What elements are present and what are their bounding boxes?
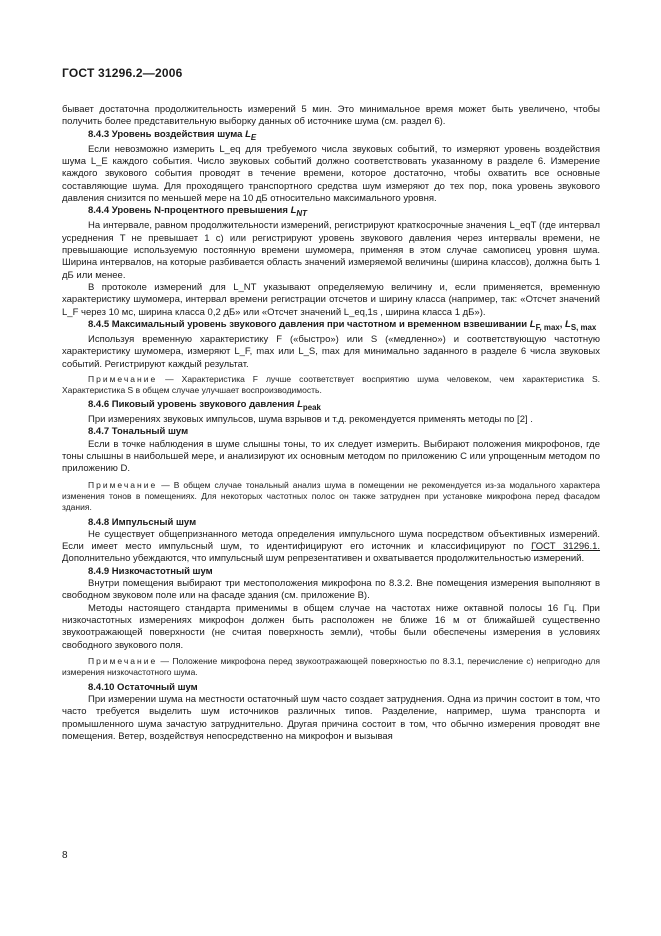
subscript: NT: [296, 209, 307, 219]
paragraph: При измерениях звуковых импульсов, шума взрывов и т.д. рекомендуется применять методы по [2] .: [88, 414, 533, 426]
note: [62, 656, 600, 678]
heading-text: 8.4.3 Уровень воздействия шума: [88, 128, 246, 140]
note: [62, 480, 600, 513]
subscript: F, max: [535, 322, 560, 332]
document-body: [62, 104, 600, 743]
heading-text: 8.4.4 Уровень N-процентного превышения: [88, 205, 291, 217]
subscript: peak: [302, 402, 321, 412]
paragraph: бывает достаточна продолжительность измерений 5 мин. Это минимальное время может быть увеличено, чтобы получить более представительную выборку данных об источнике шума (см. раздел 6).: [62, 104, 600, 128]
paragraph: Если в точке наблюдения в шуме слышны тоны, то их следует измерить. Выбирают положения микрофонов, где тоны слышны в наибольшей мере, и анализируют их основным методом по приложению С или упрощенным методом по приложению D.: [62, 438, 600, 475]
section-heading-8-4-5: [62, 319, 600, 334]
paragraph: Если невозможно измерить L_eq для требуемого числа звуковых событий, то измеряют уровень воздействия шума L_E каждого события. Число звуковых событий должно соответствовать указанному в разделе 6. Измерение каждого звукового события проводят в течение времени, которое достаточно, чтобы охватить все основные составляющие шума. Для проходящего транспортного средства шум измеряют до тех пор, пока уровень звукового давления снизится по меньшей мере на 10 дБ относительно максимального уровня.: [62, 143, 600, 204]
note-label: Примечание: [88, 655, 158, 666]
paragraph: Методы настоящего стандарта применимы в общем случае на частотах ниже октавной полосы 16 Гц. При низкочастотных измерениях микрофон должен быть расположен не ближе 16 м от ближайшей существенно звукоотражающей поверхности (не считая поверхность земли), чтобы были обеспечены измерения в условиях свободного звукового поля.: [62, 602, 600, 651]
section-heading-8-4-10: 8.4.10 Остаточный шум: [88, 681, 198, 693]
note-label: Примечание: [88, 479, 158, 490]
symbol: L: [290, 205, 297, 217]
section-heading-8-4-6: [62, 399, 600, 414]
note-label: Примечание: [88, 373, 158, 384]
paragraph: Используя временную характеристику F («быстро») или S («медленно») и соответствующую частотную характеристику шумомера, измеряют L_F, max или L_S, max для минимально заданного в разделе 6 числа звуковых событий. Регистрируют каждый результат.: [62, 334, 600, 370]
document-header: ГОСТ 31296.2—2006: [62, 66, 183, 80]
paragraph-text: Не существует общепризнанного метода определения импульсного шума посредством объективных измерений. Если имеет место импульсный шум, то идентифицируют его источник и классифицируют по: [62, 528, 600, 553]
subscript: S, max: [570, 322, 597, 332]
symbol: L: [245, 128, 251, 140]
section-heading-8-4-7: 8.4.7 Тональный шум: [88, 426, 189, 438]
separator: ,: [559, 318, 566, 330]
page-number: 8: [62, 850, 68, 861]
paragraph: При измерении шума на местности остаточный шум часто создает затруднения. Одна из причин состоит в том, что часто требуется выделить шум источников различных типов. Разделение, например, шума транспорта и промышленного шума зачастую затруднительно. Другая причина состоит в том, что обычно измерения проводят вне помещения. Ветер, воздействуя непосредственно на микрофон и вызывая: [62, 694, 600, 743]
heading-text: 8.4.6 Пиковый уровень звукового давления: [88, 398, 298, 410]
paragraph: В протоколе измерений для L_NT указывают определяемую величину и, если применяется, временную характеристику шумомера, интервал времени регистрации отсчетов и ширину класса (например, так: «Отсчет значений L_F через 10 мс, ширина класса 0,2 дБ» или «Отсчет значений L_eq,1s , ширина класса 1 дБ»).: [62, 281, 600, 318]
section-heading-8-4-4: [62, 205, 600, 220]
section-heading-8-4-3: [62, 129, 600, 144]
section-heading-8-4-9: 8.4.9 Низкочастотный шум: [88, 565, 213, 577]
note-text: — В общем случае тональный анализ шума в помещении не рекомендуется из-за модального характера изменения тонов в помещениях. Для некоторых частотных полос он также затруднен при установке микрофона перед фасадом здания.: [62, 479, 600, 512]
subscript: E: [250, 132, 257, 142]
paragraph-text: Дополнительно убеждаются, что импульсный шум репрезентативен и охватывается продолжительностью измерений.: [62, 553, 585, 565]
note-text: — Характеристика F лучше соответствует восприятию шума человеком, чем характеристика S. Характеристика S в общем случае улучшает воспроизводимость.: [62, 373, 600, 395]
symbol: L: [297, 398, 303, 410]
standard-reference-link[interactable]: ГОСТ 31296.1.: [531, 541, 601, 553]
heading-text: 8.4.5 Максимальный уровень звукового давления при частотном и временном взвешивании: [88, 318, 530, 330]
paragraph: Внутри помещения выбирают три местоположения микрофона по 8.3.2. Вне помещения измерения выполняют в свободном звуковом поле или на фасаде здания (см. приложение В).: [62, 578, 600, 602]
note-text: — Положение микрофона перед звукоотражающей поверхностью по 8.3.1, перечисление с) непригодно для измерения низкочастотного шума.: [62, 655, 600, 677]
note: [62, 374, 600, 396]
section-heading-8-4-8: 8.4.8 Импульсный шум: [88, 516, 197, 528]
symbol: L: [529, 318, 536, 330]
symbol: L: [565, 318, 571, 330]
paragraph: На интервале, равном продолжительности измерений, регистрируют краткосрочные значения L_eqT (где интервал усреднения T не превышает 1 с) или регистрируют уровень звукового давления через интервалы времени, не превышающие используемую постоянную времени шумомера, применяя в этом случае самописец уровня шума. Ширина интервалов, на которые разбивается область значений измеряемой величины (ширина классов), должна быть 1 дБ или менее.: [62, 220, 600, 281]
paragraph: [62, 529, 600, 566]
